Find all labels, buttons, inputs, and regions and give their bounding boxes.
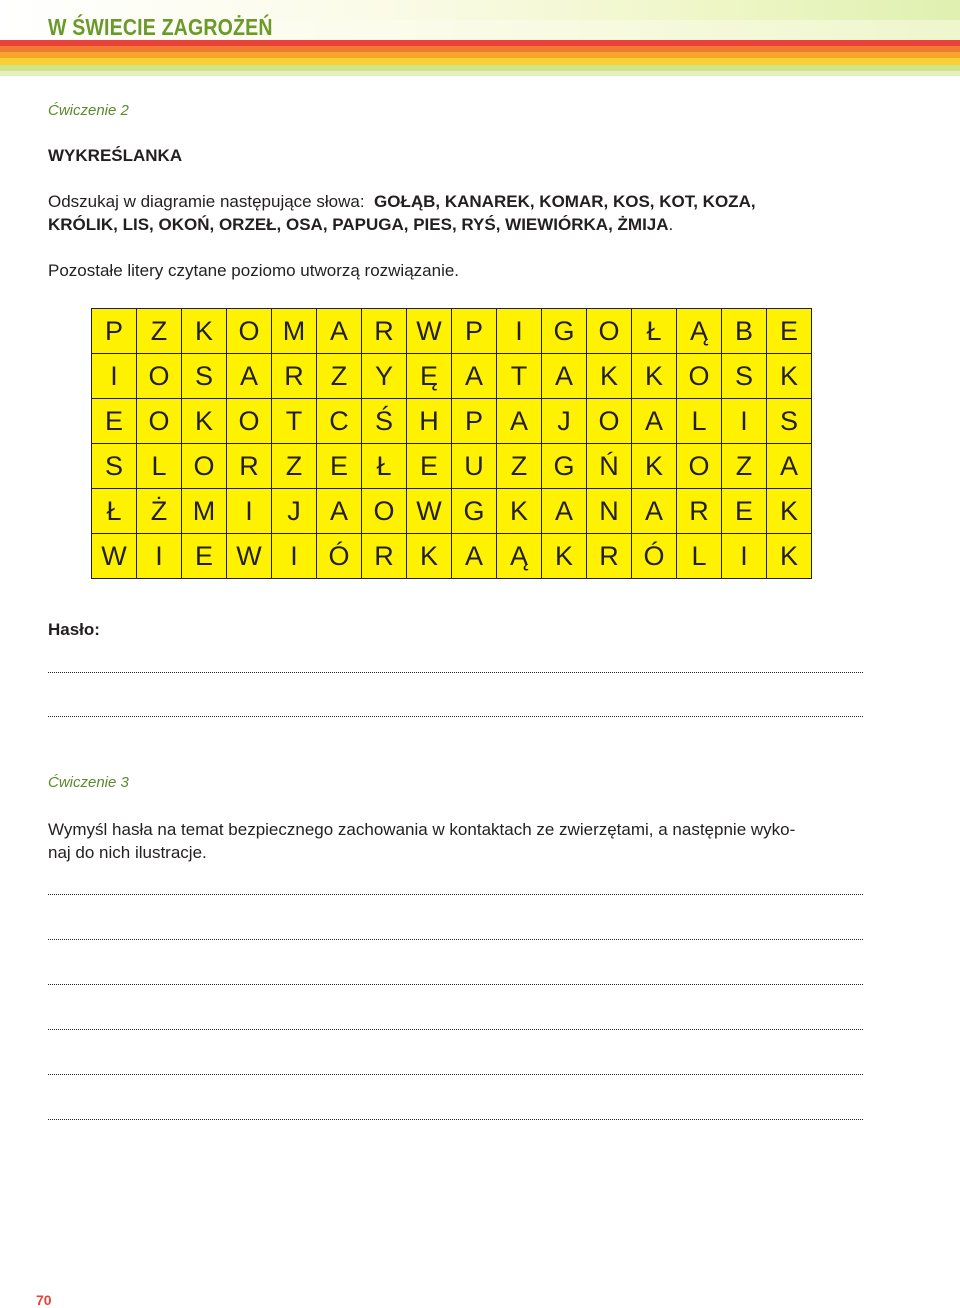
grid-cell[interactable]: E bbox=[317, 444, 362, 489]
grid-cell[interactable]: K bbox=[542, 534, 587, 579]
grid-cell[interactable]: Ł bbox=[92, 489, 137, 534]
grid-cell[interactable]: Ż bbox=[137, 489, 182, 534]
grid-cell[interactable]: J bbox=[272, 489, 317, 534]
write-line-2[interactable] bbox=[48, 939, 863, 940]
grid-cell[interactable]: Ę bbox=[407, 354, 452, 399]
grid-cell[interactable]: W bbox=[92, 534, 137, 579]
grid-cell[interactable]: Ś bbox=[362, 399, 407, 444]
grid-row bbox=[92, 309, 812, 354]
grid-cell[interactable]: O bbox=[137, 354, 182, 399]
grid-cell[interactable]: I bbox=[272, 534, 317, 579]
grid-cell[interactable]: K bbox=[497, 489, 542, 534]
grid-cell[interactable]: I bbox=[92, 354, 137, 399]
grid-cell[interactable]: I bbox=[722, 534, 767, 579]
grid-cell[interactable]: I bbox=[497, 309, 542, 354]
exercise3-text-line1: Wymyśl hasła na temat bezpiecznego zachowania w kontaktach ze zwierzętami, a następnie wyko- bbox=[48, 820, 796, 839]
stripe-yellow bbox=[0, 58, 960, 65]
grid-cell[interactable]: K bbox=[407, 534, 452, 579]
grid-cell[interactable]: R bbox=[677, 489, 722, 534]
grid-cell[interactable]: Z bbox=[317, 354, 362, 399]
grid-cell[interactable]: J bbox=[542, 399, 587, 444]
grid-cell[interactable]: O bbox=[677, 444, 722, 489]
write-line-4[interactable] bbox=[48, 1029, 863, 1030]
exercise2-instruction: Pozostałe litery czytane poziomo utworzą rozwiązanie. bbox=[48, 261, 460, 280]
grid-cell[interactable]: H bbox=[407, 399, 452, 444]
exercise2-instructions bbox=[48, 190, 868, 236]
grid-cell[interactable]: G bbox=[542, 309, 587, 354]
grid-cell[interactable]: Ł bbox=[362, 444, 407, 489]
grid-cell[interactable]: A bbox=[452, 354, 497, 399]
grid-cell[interactable]: M bbox=[272, 309, 317, 354]
grid-cell[interactable]: A bbox=[317, 309, 362, 354]
grid-cell[interactable]: O bbox=[227, 309, 272, 354]
grid-cell[interactable]: I bbox=[137, 534, 182, 579]
grid-cell[interactable]: N bbox=[587, 489, 632, 534]
grid-cell[interactable]: A bbox=[542, 354, 587, 399]
write-line-6[interactable] bbox=[48, 1119, 863, 1120]
grid-cell[interactable]: O bbox=[362, 489, 407, 534]
grid-cell[interactable]: K bbox=[767, 534, 812, 579]
answer-line-2[interactable] bbox=[48, 716, 863, 717]
grid-cell[interactable]: K bbox=[587, 354, 632, 399]
grid-cell[interactable]: C bbox=[317, 399, 362, 444]
grid-cell[interactable]: O bbox=[677, 354, 722, 399]
grid-cell[interactable]: Z bbox=[497, 444, 542, 489]
grid-row bbox=[92, 444, 812, 489]
words-end: . bbox=[668, 215, 674, 234]
grid-cell[interactable]: R bbox=[272, 354, 317, 399]
words-line2: KRÓLIK, LIS, OKOŃ, ORZEŁ, OSA, PAPUGA, PIES, RYŚ, WIEWIÓRKA, ŻMIJA bbox=[48, 215, 669, 234]
grid-cell[interactable]: O bbox=[227, 399, 272, 444]
grid-cell[interactable]: Ń bbox=[587, 444, 632, 489]
grid-cell[interactable]: T bbox=[497, 354, 542, 399]
grid-cell[interactable]: T bbox=[272, 399, 317, 444]
grid-cell[interactable]: A bbox=[497, 399, 542, 444]
grid-cell[interactable]: E bbox=[92, 399, 137, 444]
grid-cell[interactable]: Ó bbox=[317, 534, 362, 579]
words-line1: GOŁĄB, KANAREK, KOMAR, KOS, KOT, KOZA, bbox=[374, 192, 756, 211]
grid-cell[interactable]: S bbox=[182, 354, 227, 399]
grid-cell[interactable]: K bbox=[182, 399, 227, 444]
grid-row bbox=[92, 534, 812, 579]
grid-cell[interactable]: W bbox=[407, 309, 452, 354]
grid-cell[interactable]: G bbox=[542, 444, 587, 489]
page-title: W ŚWIECIE ZAGROŻEŃ bbox=[48, 14, 273, 40]
grid-cell[interactable]: O bbox=[587, 399, 632, 444]
exercise3-label: Ćwiczenie 3 bbox=[48, 774, 129, 791]
grid-cell[interactable]: O bbox=[587, 309, 632, 354]
grid-row bbox=[92, 489, 812, 534]
grid-cell[interactable]: I bbox=[722, 399, 767, 444]
exercise3-text-line2: naj do nich ilustracje. bbox=[48, 843, 207, 862]
grid-cell[interactable]: S bbox=[92, 444, 137, 489]
grid-cell[interactable]: M bbox=[182, 489, 227, 534]
grid-cell[interactable]: Z bbox=[722, 444, 767, 489]
grid-cell[interactable]: A bbox=[632, 399, 677, 444]
grid-cell[interactable]: A bbox=[227, 354, 272, 399]
grid-cell[interactable]: R bbox=[587, 534, 632, 579]
grid-cell[interactable]: Y bbox=[362, 354, 407, 399]
grid-cell[interactable]: W bbox=[407, 489, 452, 534]
intro-text: Odszukaj w diagramie następujące słowa: bbox=[48, 192, 365, 211]
grid-cell[interactable]: E bbox=[722, 489, 767, 534]
grid-cell[interactable]: K bbox=[182, 309, 227, 354]
grid-cell[interactable]: S bbox=[722, 354, 767, 399]
grid-cell[interactable]: O bbox=[182, 444, 227, 489]
grid-cell[interactable]: L bbox=[137, 444, 182, 489]
grid-cell[interactable]: A bbox=[767, 444, 812, 489]
grid-cell[interactable]: E bbox=[182, 534, 227, 579]
grid-cell[interactable]: R bbox=[362, 534, 407, 579]
grid-cell[interactable]: O bbox=[137, 399, 182, 444]
grid-cell[interactable]: P bbox=[452, 309, 497, 354]
grid-cell[interactable]: P bbox=[92, 309, 137, 354]
write-line-3[interactable] bbox=[48, 984, 863, 985]
word-search-grid bbox=[91, 308, 812, 579]
grid-cell[interactable]: K bbox=[632, 354, 677, 399]
grid-row bbox=[92, 354, 812, 399]
grid-cell[interactable]: S bbox=[767, 399, 812, 444]
grid-cell[interactable]: E bbox=[407, 444, 452, 489]
grid-cell[interactable]: I bbox=[227, 489, 272, 534]
grid-cell[interactable]: U bbox=[452, 444, 497, 489]
grid-cell[interactable]: R bbox=[362, 309, 407, 354]
grid-cell[interactable]: Ą bbox=[497, 534, 542, 579]
grid-cell[interactable]: P bbox=[452, 399, 497, 444]
answer-label: Hasło: bbox=[48, 620, 100, 639]
grid-cell[interactable]: K bbox=[632, 444, 677, 489]
exercise2-label: Ćwiczenie 2 bbox=[48, 102, 129, 119]
grid-cell[interactable]: B bbox=[722, 309, 767, 354]
grid-cell[interactable]: L bbox=[677, 534, 722, 579]
exercise3-text bbox=[48, 818, 868, 864]
grid-cell[interactable]: Ł bbox=[632, 309, 677, 354]
grid-cell[interactable]: A bbox=[542, 489, 587, 534]
write-line-1[interactable] bbox=[48, 894, 863, 895]
grid-cell[interactable]: K bbox=[767, 354, 812, 399]
grid-cell[interactable]: Ą bbox=[677, 309, 722, 354]
page-number: 70 bbox=[36, 1292, 52, 1308]
write-line-5[interactable] bbox=[48, 1074, 863, 1075]
grid-cell[interactable]: R bbox=[227, 444, 272, 489]
grid-cell[interactable]: G bbox=[452, 489, 497, 534]
grid-cell[interactable]: Z bbox=[272, 444, 317, 489]
grid-row bbox=[92, 399, 812, 444]
grid-cell[interactable]: A bbox=[452, 534, 497, 579]
grid-cell[interactable]: A bbox=[632, 489, 677, 534]
grid-cell[interactable]: Ó bbox=[632, 534, 677, 579]
grid-cell[interactable]: E bbox=[767, 309, 812, 354]
grid-cell[interactable]: Z bbox=[137, 309, 182, 354]
exercise2-heading: WYKREŚLANKA bbox=[48, 146, 183, 165]
stripe-palegreen bbox=[0, 71, 960, 76]
grid-cell[interactable]: A bbox=[317, 489, 362, 534]
grid-cell[interactable]: W bbox=[227, 534, 272, 579]
answer-line-1[interactable] bbox=[48, 672, 863, 673]
grid-cell[interactable]: L bbox=[677, 399, 722, 444]
grid-cell[interactable]: K bbox=[767, 489, 812, 534]
